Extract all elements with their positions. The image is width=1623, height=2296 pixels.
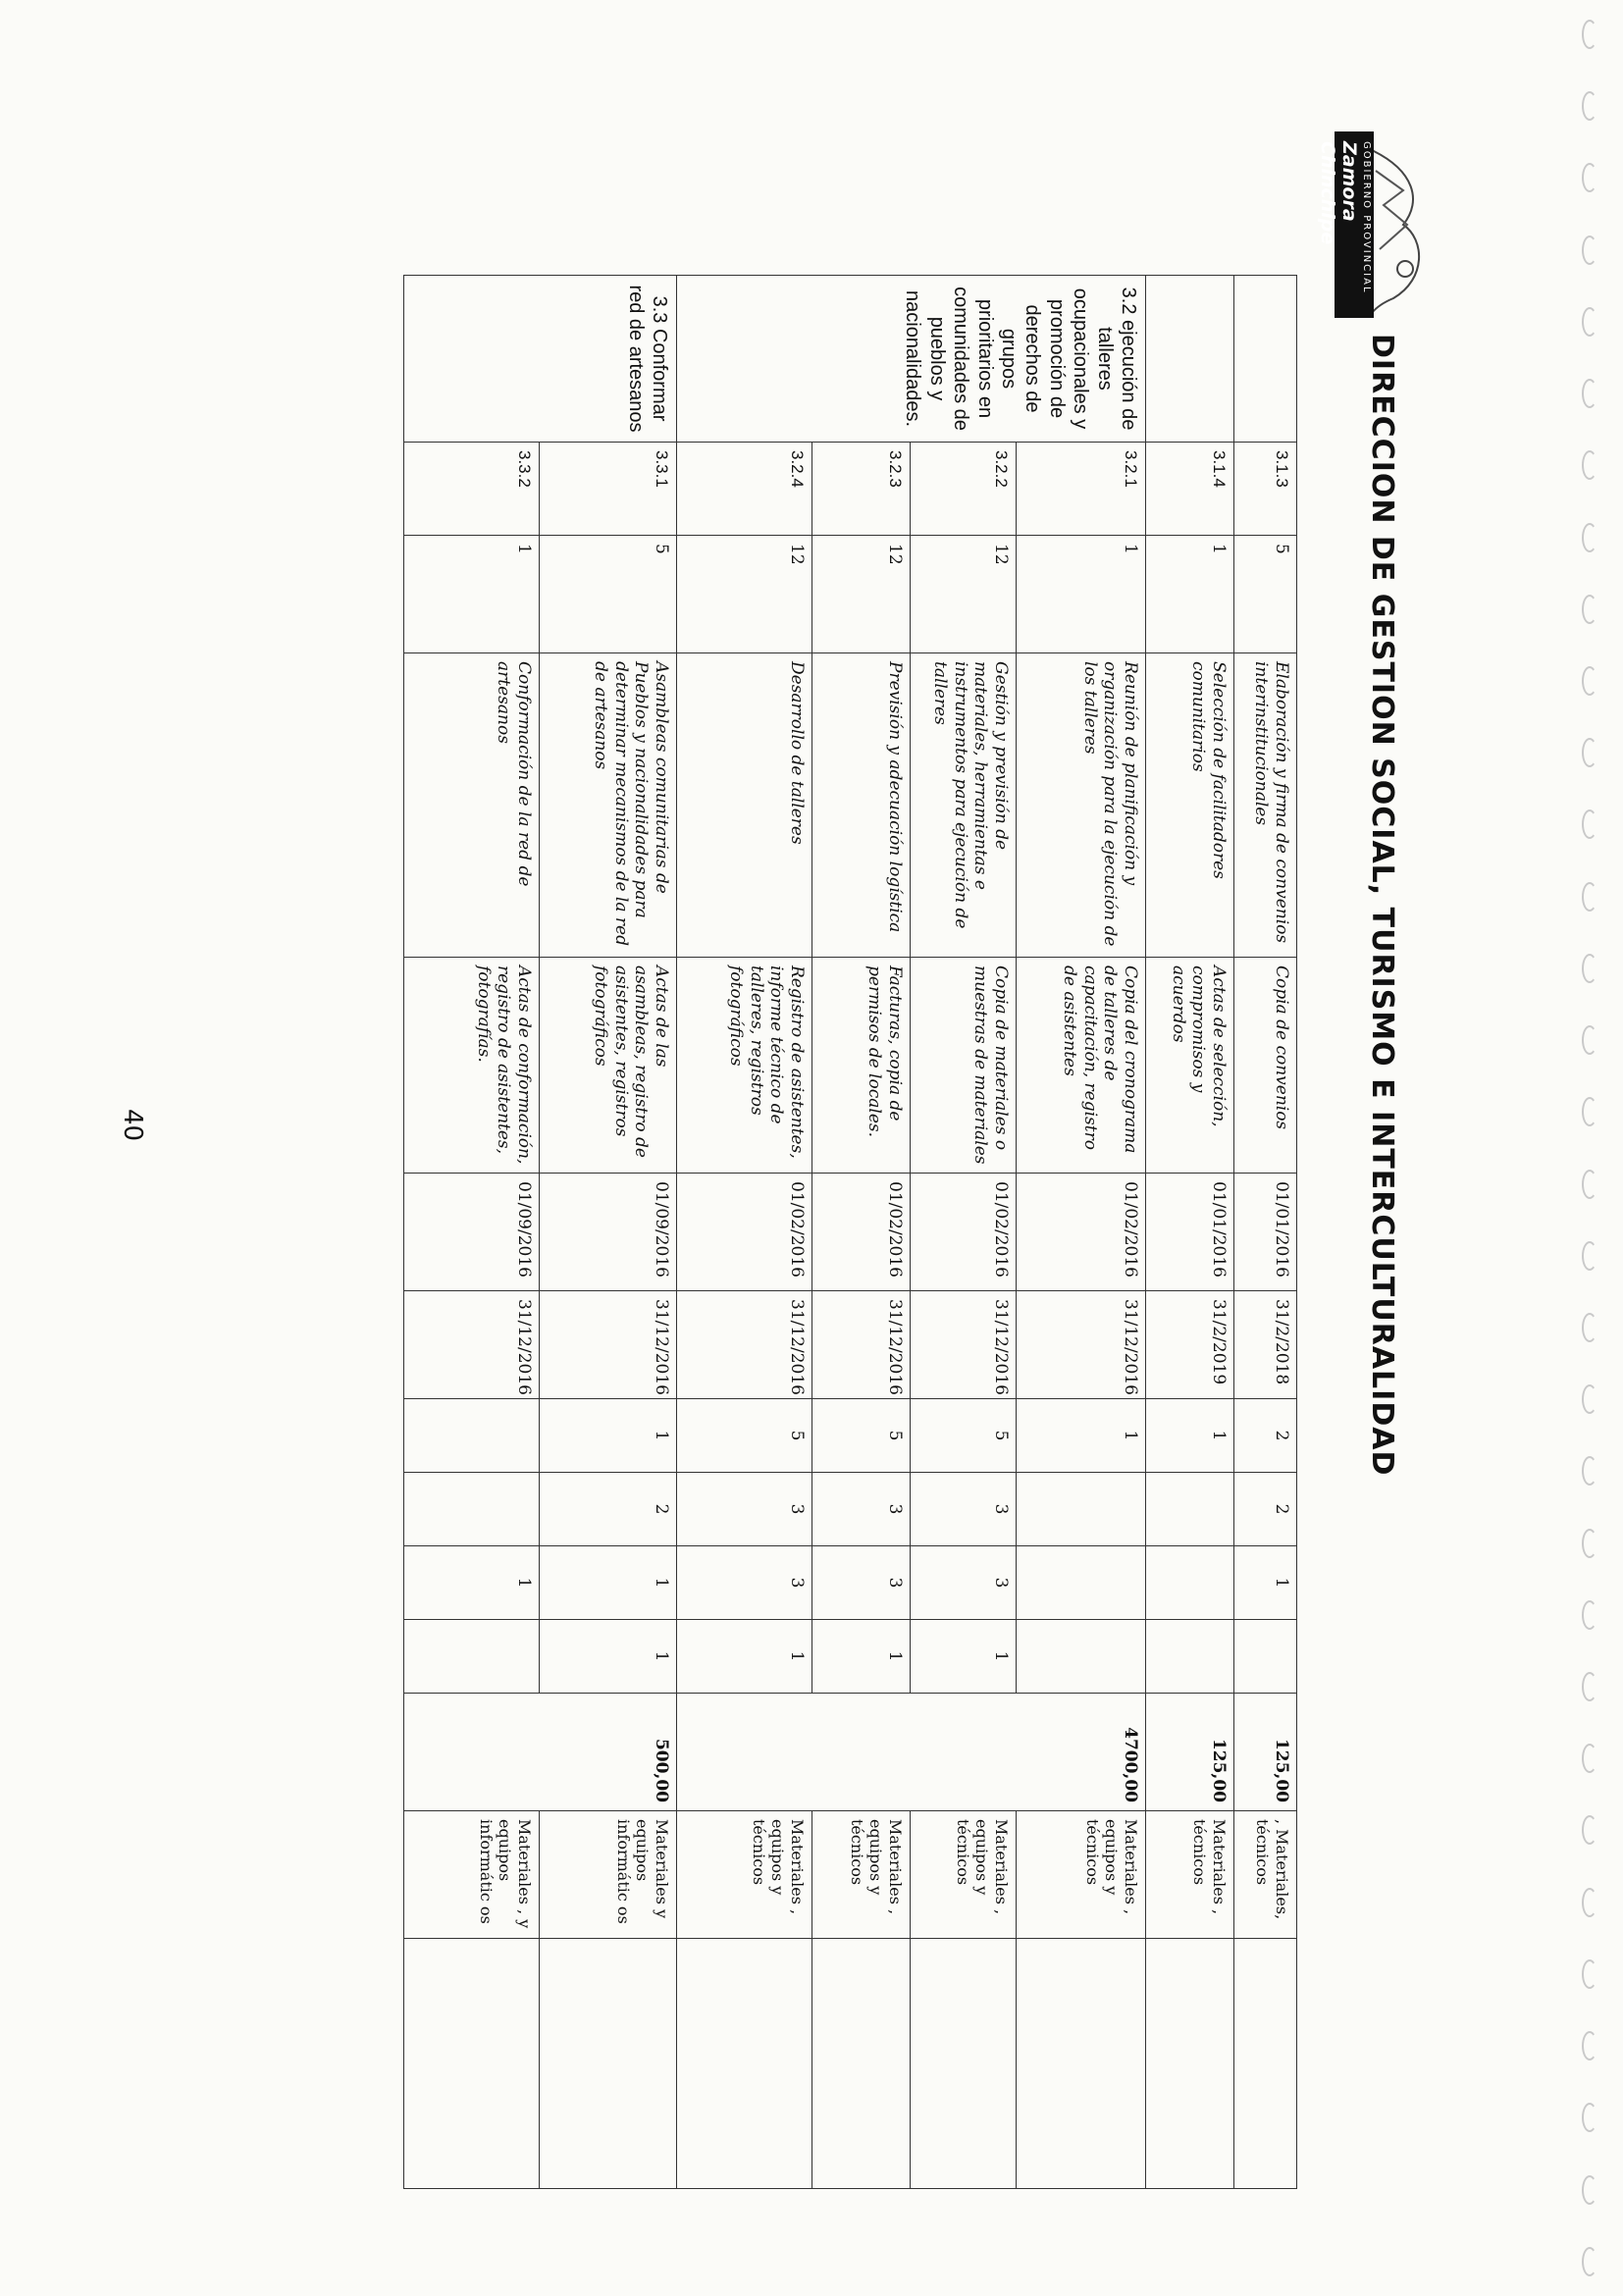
notes-cell [1146, 1939, 1234, 2189]
end-date: 31/2/2019 [1146, 1291, 1234, 1399]
verification-means: Copia del cronograma de talleres de capacitación, registro de asistentes [1017, 958, 1146, 1174]
quarter-2: 2 [540, 1473, 677, 1546]
activity-description: Previsión y adecuación logística [812, 653, 911, 958]
end-date: 31/12/2016 [1017, 1291, 1146, 1399]
table-row [812, 276, 911, 2189]
quarter-3: 3 [677, 1546, 812, 1620]
activity-count: 12 [677, 536, 812, 653]
quarter-3: 1 [540, 1546, 677, 1620]
activity-code: 3.2.2 [911, 443, 1017, 536]
quarter-4 [1234, 1620, 1297, 1694]
quarter-2: 3 [911, 1473, 1017, 1546]
quarter-4: 1 [540, 1620, 677, 1694]
logo-top-text: GOBIERNO PROVINCIAL [1361, 141, 1372, 294]
quarter-4: 1 [911, 1620, 1017, 1694]
start-date: 01/09/2016 [540, 1174, 677, 1291]
table-row [404, 276, 540, 2189]
activity-code: 3.1.3 [1234, 443, 1297, 536]
quarter-2: 2 [1234, 1473, 1297, 1546]
quarter-4 [1146, 1620, 1234, 1694]
quarter-1: 5 [677, 1399, 812, 1473]
start-date: 01/02/2016 [911, 1174, 1017, 1291]
table-row [1017, 276, 1146, 2189]
quarter-3: 1 [404, 1546, 540, 1620]
notes-cell [812, 1939, 911, 2189]
logo-band [1317, 131, 1374, 318]
quarter-2 [1146, 1473, 1234, 1546]
activity-description: Conformación de la red de artesanos [404, 653, 540, 958]
quarter-1: 1 [1017, 1399, 1146, 1473]
logo-main-text: Zamora Chinchipe [1317, 141, 1360, 245]
quarter-4 [1017, 1620, 1146, 1694]
quarter-3 [1146, 1546, 1234, 1620]
activity-code: 3.3.2 [404, 443, 540, 536]
quarter-4: 1 [812, 1620, 911, 1694]
binder-hole-strip [1582, 20, 1609, 2276]
table-row [540, 276, 677, 2189]
resources: Materiales , y equipos informátic os [404, 1811, 540, 1939]
page-number: 40 [118, 1109, 147, 1142]
end-date: 31/12/2016 [404, 1291, 540, 1399]
resources: Materiales , equipos y técnicos [1017, 1811, 1146, 1939]
objective-3-3: 3.3 Conformar red de artesanos [404, 276, 677, 443]
resources: Materiales , equipos y técnicos [677, 1811, 812, 1939]
quarter-1 [404, 1399, 540, 1473]
notes-cell [1234, 1939, 1297, 2189]
activity-code: 3.1.4 [1146, 443, 1234, 536]
end-date: 31/12/2016 [677, 1291, 812, 1399]
table-row [677, 276, 812, 2189]
activity-count: 12 [911, 536, 1017, 653]
start-date: 01/01/2016 [1234, 1174, 1297, 1291]
logo-emblem-icon [1370, 131, 1433, 318]
quarter-1: 5 [812, 1399, 911, 1473]
activity-code: 3.3.1 [540, 443, 677, 536]
activity-description: Reunión de planificación y organización para la ejecución de los talleres [1017, 653, 1146, 958]
verification-means: Copia de convenios [1234, 958, 1297, 1174]
page-title: DIRECCION DE GESTION SOCIAL, TURISMO E INTERCULTURALIDAD [1365, 334, 1399, 1477]
activity-count: 5 [1234, 536, 1297, 653]
resources: Materiales y equipos informátic os [540, 1811, 677, 1939]
activity-count: 1 [404, 536, 540, 653]
objective-3-2: 3.2 ejecución de talleres ocupacionales y promoción de derechos de grupos prioritarios en comunidades de pueblos y nacionalidades. [677, 276, 1146, 443]
quarter-1: 2 [1234, 1399, 1297, 1473]
activity-description: Gestión y previsión de materiales, herramientas e instrumentos para ejecución de talleres [911, 653, 1017, 958]
quarter-2: 3 [677, 1473, 812, 1546]
activity-description: Selección de facilitadores comunitarios [1146, 653, 1234, 958]
quarter-3: 3 [812, 1546, 911, 1620]
activity-code: 3.2.3 [812, 443, 911, 536]
table-row [1234, 276, 1297, 2189]
end-date: 31/12/2016 [911, 1291, 1017, 1399]
activity-code: 3.2.4 [677, 443, 812, 536]
rotated-page [59, 128, 1413, 2208]
start-date: 01/02/2016 [677, 1174, 812, 1291]
budget: 125,00 [1234, 1694, 1297, 1811]
objective-cell [1146, 276, 1234, 443]
verification-means: Actas de las asambleas, registro de asistentes, registros fotográficos [540, 958, 677, 1174]
start-date: 01/02/2016 [1017, 1174, 1146, 1291]
notes-cell [404, 1939, 540, 2189]
end-date: 31/12/2016 [540, 1291, 677, 1399]
quarter-4 [404, 1620, 540, 1694]
activity-count: 5 [540, 536, 677, 653]
verification-means: Registro de asistentes, informe técnico de talleres, registros fotográficos [677, 958, 812, 1174]
notes-cell [677, 1939, 812, 2189]
verification-means: Actas de conformación, registro de asistentes, fotografías. [404, 958, 540, 1174]
verification-means: Copia de materiales o muestras de materiales [911, 958, 1017, 1174]
provincial-logo [1317, 131, 1433, 318]
table-row [911, 276, 1017, 2189]
quarter-1: 1 [540, 1399, 677, 1473]
end-date: 31/2/2018 [1234, 1291, 1297, 1399]
budget: 500,00 [404, 1694, 677, 1811]
resources: , Materiales, técnicos [1234, 1811, 1297, 1939]
activity-code: 3.2.1 [1017, 443, 1146, 536]
verification-means: Facturas, copia de permisos de locales. [812, 958, 911, 1174]
notes-cell [911, 1939, 1017, 2189]
resources: Materiales , equipos y técnicos [911, 1811, 1017, 1939]
quarter-3 [1017, 1546, 1146, 1620]
activity-description: Desarrollo de talleres [677, 653, 812, 958]
end-date: 31/12/2016 [812, 1291, 911, 1399]
quarter-1: 5 [911, 1399, 1017, 1473]
quarter-2 [1017, 1473, 1146, 1546]
notes-cell [1017, 1939, 1146, 2189]
table-row [1146, 276, 1234, 2189]
budget: 4700,00 [677, 1694, 1146, 1811]
start-date: 01/09/2016 [404, 1174, 540, 1291]
objective-cell [1234, 276, 1297, 443]
quarter-2 [404, 1473, 540, 1546]
quarter-2: 3 [812, 1473, 911, 1546]
quarter-1: 1 [1146, 1399, 1234, 1473]
start-date: 01/02/2016 [812, 1174, 911, 1291]
activity-count: 12 [812, 536, 911, 653]
activity-description: Asambleas comunitarias de Pueblos y nacionalidades para determinar mecanismos de la red de artesanos [540, 653, 677, 958]
quarter-4: 1 [677, 1620, 812, 1694]
budget: 125,00 [1146, 1694, 1234, 1811]
activity-count: 1 [1017, 536, 1146, 653]
verification-means: Actas de selección, compromisos y acuerdos [1146, 958, 1234, 1174]
resources: Materiales , técnicos [1146, 1811, 1234, 1939]
notes-cell [540, 1939, 677, 2189]
quarter-3: 1 [1234, 1546, 1297, 1620]
quarter-3: 3 [911, 1546, 1017, 1620]
start-date: 01/01/2016 [1146, 1174, 1234, 1291]
activity-count: 1 [1146, 536, 1234, 653]
resources: Materiales , equipos y técnicos [812, 1811, 911, 1939]
activities-table [403, 275, 1297, 2189]
activity-description: Elaboración y firma de convenios interinstitucionales [1234, 653, 1297, 958]
